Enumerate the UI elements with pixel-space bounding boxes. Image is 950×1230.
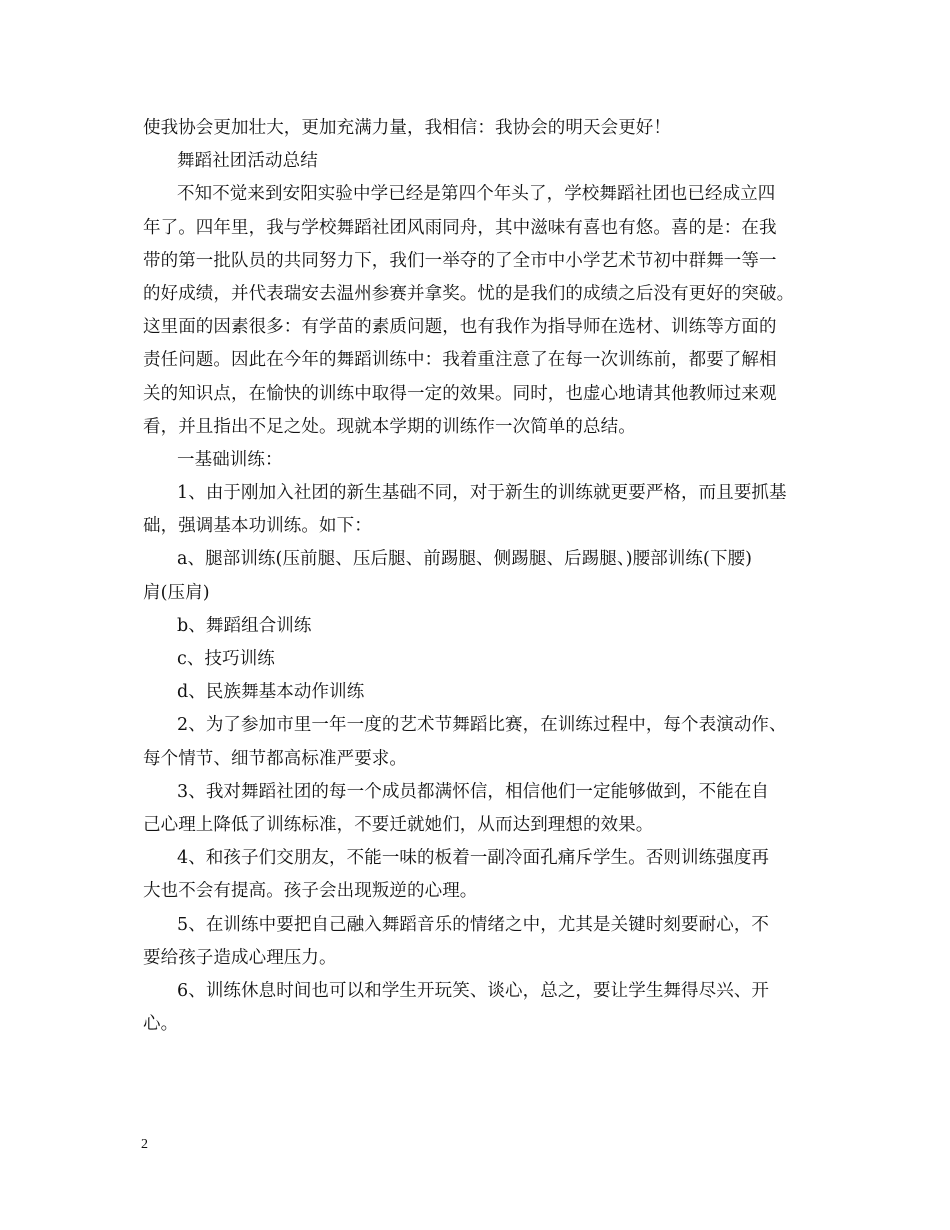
text-line-7: 这里面的因素很多：有学苗的素质问题，也有我作为指导师在选材、训练等方面的	[143, 317, 777, 338]
list-item-4-end: 大也不会有提高。孩子会出现叛逆的心理。	[143, 881, 478, 902]
text-line-10: 看，并且指出不足之处。现就本学期的训练作一次简单的总结。	[143, 416, 636, 437]
list-item-4-start: 4、和孩子们交朋友，不能一味的板着一副冷面孔痛斥学生。否则训练强度再	[177, 848, 770, 869]
text-line-8: 责任问题。因此在今年的舞蹈训练中：我着重注意了在每一次训练前，都要了解相	[143, 350, 777, 371]
list-item-6-end: 心。	[143, 1014, 179, 1035]
list-item-1-start: 1、由于刚加入社团的新生基础不同，对于新生的训练就更要严格，而且要抓基	[177, 483, 787, 504]
list-item-2-end: 每个情节、细节都高标准严要求。	[143, 748, 407, 769]
sublist-item-b: b、舞蹈组合训练	[177, 615, 312, 636]
list-item-6-start: 6、训练休息时间也可以和学生开玩笑、谈心，总之，要让学生舞得尽兴、开	[177, 980, 770, 1001]
subsection-heading: 一基础训练：	[177, 449, 283, 470]
text-line-4: 年了。四年里，我与学校舞蹈社团风雨同舟，其中滋味有喜也有悠。喜的是：在我	[143, 217, 777, 238]
list-item-5-end: 要给孩子造成心理压力。	[143, 947, 337, 968]
list-item-5-start: 5、在训练中要把自己融入舞蹈音乐的情绪之中，尤其是关键时刻要耐心，不	[177, 914, 770, 935]
text-line-5: 带的第一批队员的共同努力下，我们一举夺的了全市中小学艺术节初中群舞一等一	[143, 250, 777, 271]
text-line-9: 关的知识点，在愉快的训练中取得一定的效果。同时，也虚心地请其他教师过来观	[143, 383, 777, 404]
sublist-item-c: c、技巧训练	[177, 649, 275, 669]
list-item-1-end: 础，强调基本功训练。如下：	[143, 516, 372, 537]
document-body	[143, 112, 813, 1041]
sublist-item-a-start: a、腿部训练(压前腿、压后腿、前踢腿、侧踢腿、后踢腿、)腰部训练(下腰)	[177, 549, 753, 570]
list-item-2-start: 2、为了参加市里一年一度的艺术节舞蹈比赛，在训练过程中，每个表演动作、	[177, 715, 787, 736]
text-line-6: 的好成绩，并代表瑞安去温州参赛并拿奖。忧的是我们的成绩之后没有更好的突破。	[143, 283, 795, 304]
list-item-3-end: 己心理上降低了训练标准，不要迁就她们，从而达到理想的效果。	[143, 814, 654, 835]
list-item-3-start: 3、我对舞蹈社团的每一个成员都满怀信，相信他们一定能够做到，不能在自	[177, 781, 770, 802]
sublist-item-a-end: 肩(压肩)	[143, 582, 210, 603]
text-line-1: 使我协会更加壮大，更加充满力量，我相信：我协会的明天会更好！	[143, 118, 671, 138]
section-title: 舞蹈社团活动总结	[177, 151, 318, 172]
page-number: 2	[141, 1137, 148, 1152]
text-line-3: 不知不觉来到安阳实验中学已经是第四个年头了，学校舞蹈社团也已经成立四	[177, 184, 776, 205]
sublist-item-d: d、民族舞基本动作训练	[177, 682, 365, 703]
